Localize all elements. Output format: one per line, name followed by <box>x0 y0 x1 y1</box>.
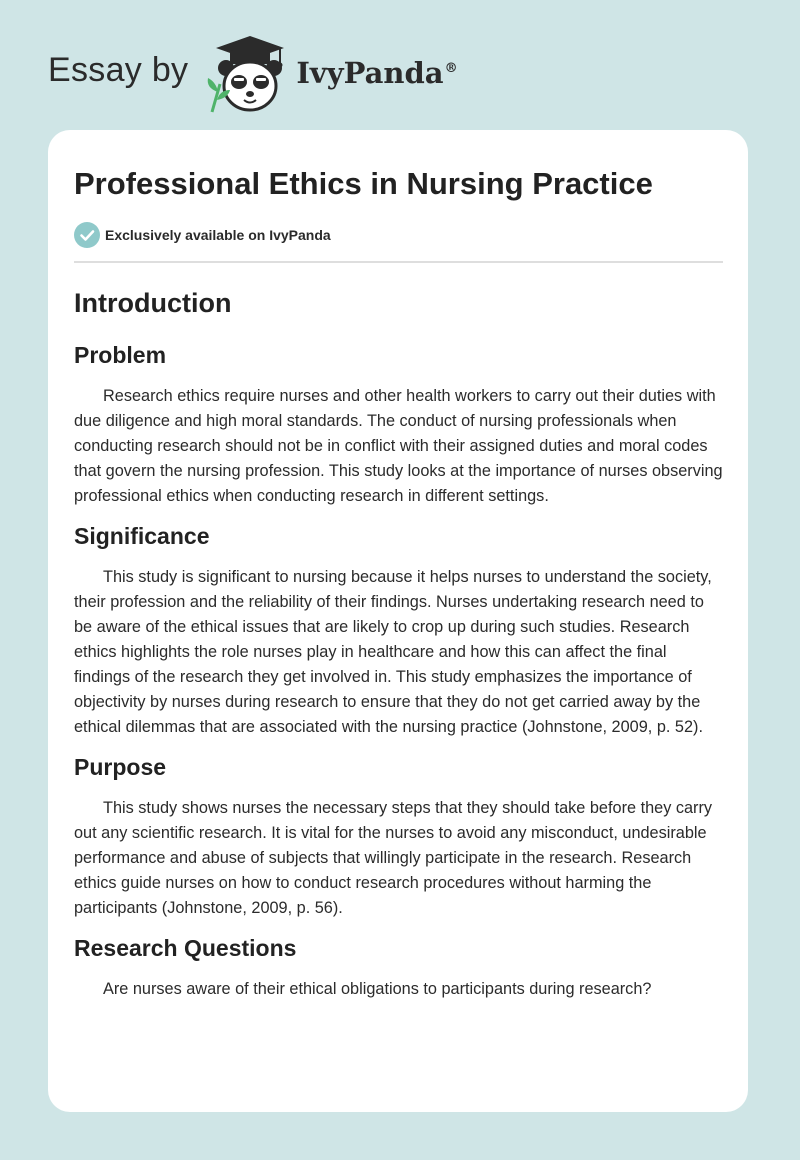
brand-prefix: Essay by <box>48 50 189 89</box>
brand-name <box>296 56 457 90</box>
essay-content <box>74 284 724 1014</box>
section-heading-research-questions: Research Questions <box>74 935 297 961</box>
paragraph-research-questions: Are nurses aware of their ethical obligations to participants during research? <box>103 980 652 998</box>
brand-header[interactable] <box>48 34 458 114</box>
section-heading-problem: Problem <box>74 342 167 368</box>
section-heading-significance: Significance <box>74 523 210 549</box>
section-heading-introduction: Introduction <box>74 288 232 318</box>
paragraph-purpose: This study shows nurses the necessary steps that they should take before they carry out any scientific research. It is vital for the nurses to avoid any misconduct, undesirable performance and abuse of subjects that willingly participate in the research. Research ethics guide nurses on how to conduct research procedures without harming the participants (Johnstone, 2009, p. 56). <box>74 799 713 917</box>
essay-card <box>48 130 748 1112</box>
registered-mark: ® <box>444 61 458 77</box>
panda-logo-icon <box>204 34 290 114</box>
check-circle-icon <box>74 222 100 248</box>
page-title: Professional Ethics in Nursing Practice <box>74 166 653 201</box>
divider <box>74 261 723 263</box>
paragraph-significance: This study is significant to nursing because it helps nurses to understand the society, their profession and the reliability of their findings. Nurses undertaking research need to be aware of the ethical issues that are likely to crop up during such studies. Research ethics highlights the role nurses play in healthcare and how this can affect the final findings of the research they get involved in. This study emphasizes the importance of objectivity by nurses during research to ensure that they do not get carried away by the ethical dilemmas that are associated with the nursing practice (Johnstone, 2009, p. 52). <box>74 568 712 736</box>
brand-name-text: IvyPanda <box>296 56 444 90</box>
badge-text: Exclusively available on IvyPanda <box>105 227 331 243</box>
section-heading-purpose: Purpose <box>74 754 167 780</box>
paragraph-problem: Research ethics require nurses and other health workers to carry out their duties with due diligence and high moral standards. The conduct of nursing professionals when conducting research should not be in conflict with their assigned duties and moral codes that govern the nursing profession. This study looks at the importance of nurses observing professional ethics when conducting research in different settings. <box>74 387 723 505</box>
exclusive-badge <box>74 222 331 248</box>
